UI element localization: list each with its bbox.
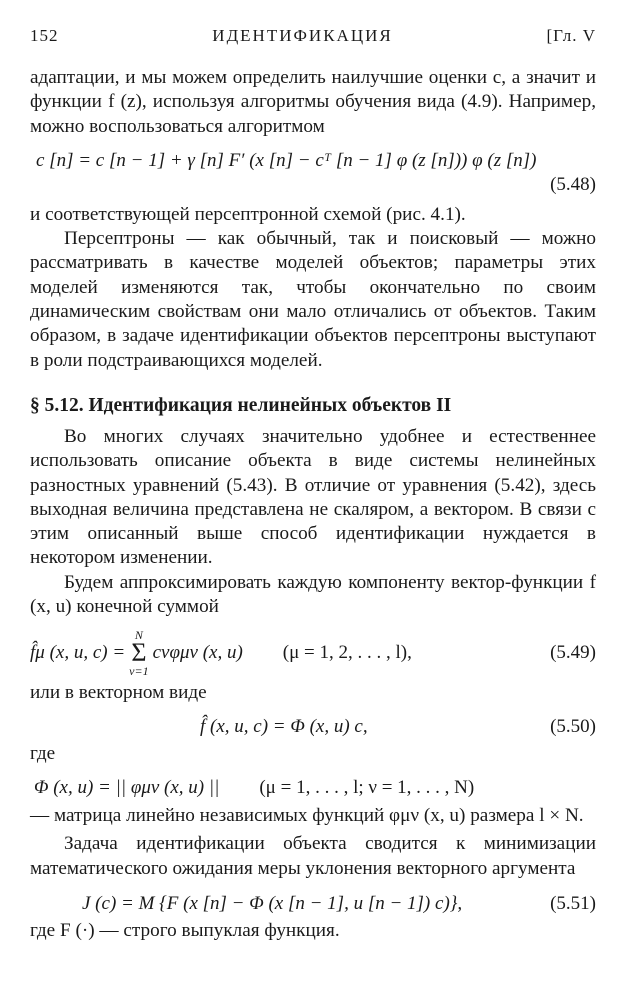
- chapter-marker: [Гл. V: [546, 26, 596, 45]
- sum-upper-limit: N: [134, 628, 143, 643]
- section-heading: § 5.12. Идентификация нелинейных объектов II: [30, 394, 452, 416]
- page-number: 152: [30, 26, 59, 45]
- paragraph-3: Персептроны — как обычный, так и поисковый — можно рассматривать в качестве моделей объектов; параметры этих моделей изменяются так, чтобы окончательно по своим динамическим свойствам они мало отличались от объектов. Таким образом, в задаче идентификации объектов персептроны выступают в роли подстраивающихся моделей.: [30, 228, 596, 371]
- equation-5-48: [36, 149, 596, 173]
- equation-5-48-number: (5.48): [550, 173, 596, 195]
- paragraph-1: адаптации, и мы можем определить наилучшие оценки c, а значит и функции f (z), используя алгоритмы обучения вида (4.9). Например, можно воспользоваться алгоритмом: [30, 67, 596, 137]
- equation-5-49-lhs: f̂μ (x, u, c) =: [30, 642, 126, 664]
- paragraph-8: — матрица линейно независимых функций φμν (x, u) размера l × N.: [30, 804, 584, 826]
- equation-5-49-number: (5.49): [550, 642, 596, 664]
- paragraph-7: где: [30, 742, 56, 764]
- equation-5-49-range: (μ = 1, 2, . . . , l),: [282, 642, 412, 664]
- equation-5-50: [30, 712, 596, 742]
- equation-5-50-formula: f̂ (x, u, c) = Φ (x, u) c,: [200, 715, 368, 737]
- equation-phi-range: (μ = 1, . . . , l; ν = 1, . . . , N): [259, 776, 475, 798]
- equation-phi: [30, 772, 596, 804]
- paragraph-5: Будем аппроксимировать каждую компоненту вектор-функции f (x, u) конечной суммой: [30, 571, 596, 618]
- equation-5-49-rhs: cνφμν (x, u): [152, 642, 243, 664]
- paragraph-6: или в векторном виде: [30, 682, 207, 704]
- equation-5-49: [30, 625, 596, 681]
- equation-phi-formula: Φ (x, u) = || φμν (x, u) ||: [34, 776, 220, 798]
- equation-5-51-number: (5.51): [550, 892, 596, 914]
- paragraph-9: Задача идентификации объекта сводится к минимизации математического ожидания меры уклонения векторного аргумента: [30, 833, 596, 879]
- paragraph-2: и соответствующей персептронной схемой (рис. 4.1).: [30, 203, 466, 225]
- running-header: [30, 26, 596, 46]
- sum-lower-limit: ν=1: [129, 664, 149, 679]
- equation-5-51: [30, 889, 596, 919]
- equation-5-51-formula: J (c) = M {F (x [n] − Φ (x [n − 1], u [n − 1]) c)},: [82, 892, 463, 914]
- equation-5-50-number: (5.50): [550, 715, 596, 737]
- summation-sign: N Σ ν=1: [129, 628, 149, 679]
- equation-5-48-number-row: [30, 173, 596, 197]
- paragraph-4: Во многих случаях значительно удобнее и естественнее использовать описание объекта в виде системы нелинейных разностных уравнений (5.43). В отличие от уравнения (5.42), здесь выходная величина представлена не скаляром, а вектором. В связи с этим описанный выше способ идентификации нуждается в некотором изменении.: [30, 425, 596, 569]
- equation-5-48-formula: c [n] = c [n − 1] + γ [n] F′ (x [n] − cᵀ [n − 1] φ (z [n])) φ (z [n]): [36, 149, 537, 171]
- book-page: [30, 26, 596, 943]
- paragraph-10: где F (·) — строго выпуклая функция.: [30, 919, 340, 941]
- running-title: ИДЕНТИФИКАЦИЯ: [212, 26, 393, 45]
